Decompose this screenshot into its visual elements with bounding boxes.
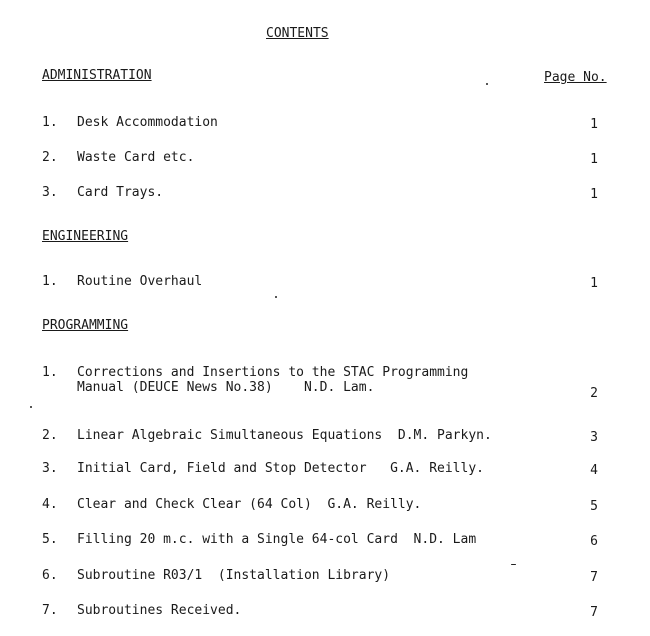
toc-entry-page: 2 <box>590 386 598 401</box>
toc-entry-page: 1 <box>590 187 598 202</box>
toc-entry-num: 2. <box>42 428 58 443</box>
toc-entry-num: 3. <box>42 461 58 476</box>
toc-entry-title-continued: Manual (DEUCE News No.38) N.D. Lam. <box>77 380 375 395</box>
toc-entry-num: 3. <box>42 185 58 200</box>
toc-entry-num: 4. <box>42 497 58 512</box>
toc-entry-page: 4 <box>590 463 598 478</box>
toc-entry-title: Clear and Check Clear (64 Col) G.A. Reilly. <box>77 497 422 512</box>
section-heading-programming: PROGRAMMING <box>42 318 129 333</box>
toc-entry-page: 1 <box>590 152 598 167</box>
toc-entry-num: 6. <box>42 568 58 583</box>
toc-entry-title: Filling 20 m.c. with a Single 64-col Card N.D. Lam <box>77 532 477 547</box>
stray-mark <box>30 406 32 408</box>
toc-entry-title: Corrections and Insertions to the STAC Programming <box>77 365 469 380</box>
toc-entry-title: Subroutine R03/1 (Installation Library) <box>77 568 391 583</box>
toc-entry-num: 5. <box>42 532 58 547</box>
section-heading-administration: ADMINISTRATION <box>42 68 152 83</box>
toc-entry-num: 1. <box>42 274 58 289</box>
toc-entry-num: 7. <box>42 603 58 618</box>
toc-entry-title: Desk Accommodation <box>77 115 218 130</box>
toc-entry-title: Subroutines Received. <box>77 603 242 618</box>
toc-entry-num: 1. <box>42 365 58 380</box>
toc-entry-page: 7 <box>590 570 598 585</box>
toc-entry-page: 5 <box>590 499 598 514</box>
toc-entry-title: Initial Card, Field and Stop Detector G.A. Reilly. <box>77 461 484 476</box>
toc-entry-title: Waste Card etc. <box>77 150 195 165</box>
toc-entry-title: Card Trays. <box>77 185 164 200</box>
toc-entry-title: Routine Overhaul <box>77 274 203 289</box>
stray-mark <box>275 296 277 298</box>
toc-entry-num: 2. <box>42 150 58 165</box>
toc-entry-page: 7 <box>590 605 598 620</box>
toc-entry-page: 1 <box>590 117 598 132</box>
toc-entry-page: 3 <box>590 430 598 445</box>
page-number-header: Page No. <box>544 70 607 85</box>
stray-mark <box>511 564 516 565</box>
toc-entry-page: 1 <box>590 276 598 291</box>
toc-entry-num: 1. <box>42 115 58 130</box>
stray-mark <box>486 83 488 85</box>
toc-entry-page: 6 <box>590 534 598 549</box>
section-heading-engineering: ENGINEERING <box>42 229 129 244</box>
toc-entry-title: Linear Algebraic Simultaneous Equations D.M. Parkyn. <box>77 428 492 443</box>
contents-title: CONTENTS <box>266 26 329 41</box>
